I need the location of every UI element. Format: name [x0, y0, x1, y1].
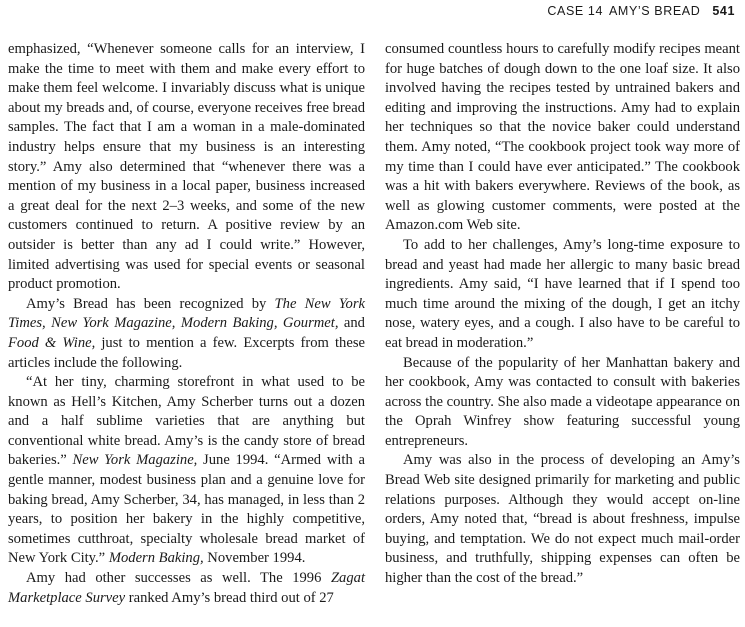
- quote-text: “At her tiny, charming storefront in what used to be known as Hell’s Kitchen, Amy Scherber turns out a dozen and a half sublime varieties that are anything but conventional white bread. Amy’s is the candy store of bread bakeries.”: [8, 374, 365, 469]
- right-paragraph-1: consumed countless hours to carefully modify recipes meant for huge batches of dough down to the one loaf size. It also involved having the recipes tested by untrained bakers and editing and improving the instructions. Amy had to explain her techniques so that the novice baker could understand them. Amy noted, “The cookbook project took way more of my time than I could have ever anticipated.” The cookbook was a hit with bakers everywhere. Reviews of the book, as well as glowing customer comments, were posted at the Amazon.com Web site.: [385, 41, 740, 234]
- left-paragraph-4: [8, 569, 365, 608]
- publication-name: Modern Baking,: [108, 550, 204, 567]
- left-column: [8, 40, 365, 608]
- text-run: ranked Amy’s bread third out of 27: [125, 589, 334, 606]
- publication-name: Zagat Marketplace Survey: [8, 570, 365, 606]
- case-title: AMY’S BREAD: [609, 4, 701, 18]
- case-label: CASE 14: [547, 4, 603, 18]
- publication-names: The New York Times, New York Magazine, Modern Baking, Gourmet,: [8, 295, 365, 332]
- right-paragraph-3: Because of the popularity of her Manhattan bakery and her cookbook, Amy was contacted to consult with bakeries across the country. She also made a videotape appearance on the Oprah Winfrey show featuring successful young entrepreneurs.: [385, 354, 740, 449]
- text-run: and: [338, 315, 365, 332]
- quote-text: June 1994. “Armed with a gentle manner, modest business plan and a genuine love for baking bread, Amy Scherber, 34, has managed, in less than 2 years, to position her bakery in the highly competitive, sometimes cutthroat, specialty wholesale bread market of New York City.”: [8, 452, 365, 567]
- publication-name: New York Magazine,: [72, 452, 198, 469]
- text-run: November 1994.: [203, 550, 306, 567]
- running-header: [547, 4, 735, 18]
- page-number: 541: [712, 4, 735, 18]
- text-run: Amy’s Bread has been recognized by: [26, 295, 275, 312]
- right-paragraph-4: Amy was also in the process of developing an Amy’s Bread Web site designed primarily for marketing and public relations purposes. Although they would accept on-line orders, Amy noted that, “bread is about freshness, impulse buying, and temptation. We do not expect much mail-order business, and truthfully, shipping expenses can often be higher than the cost of the bread.”: [385, 452, 740, 587]
- left-paragraph-1: emphasized, “Whenever someone calls for an interview, I make the time to meet with them and make every effort to make them feel welcome. I invariably discuss what is unique about my breads and, of course, everyone receives free bread samples. The fact that I am a woman in a male-dominated industry helps ensure that my business is an interesting story.” Amy also determined that “whenever there was a mention of my business in a local paper, business increased a great deal for the next 2–3 weeks, and some of the new customers continued to return. A positive review by an outsider is better than any ad I could write.” However, limited advertising was used for special events or seasonal product promotion.: [8, 41, 365, 293]
- text-run: Amy had other successes as well. The 1996: [26, 570, 331, 587]
- right-column: [385, 40, 740, 589]
- left-paragraph-2: [8, 295, 365, 373]
- text-run: just to mention a few. Excerpts from these articles include the following.: [8, 334, 365, 371]
- publication-name: Food & Wine,: [8, 334, 96, 351]
- left-paragraph-3: [8, 373, 365, 569]
- right-paragraph-2: To add to her challenges, Amy’s long-time exposure to bread and yeast had made her allergic to many basic bread ingredients. Amy said, “I have learned that if I spend too much time around the mixing of the dough, I get an itchy nose, watery eyes, and a cough. I also have to be careful to eat bread in moderation.”: [385, 236, 740, 351]
